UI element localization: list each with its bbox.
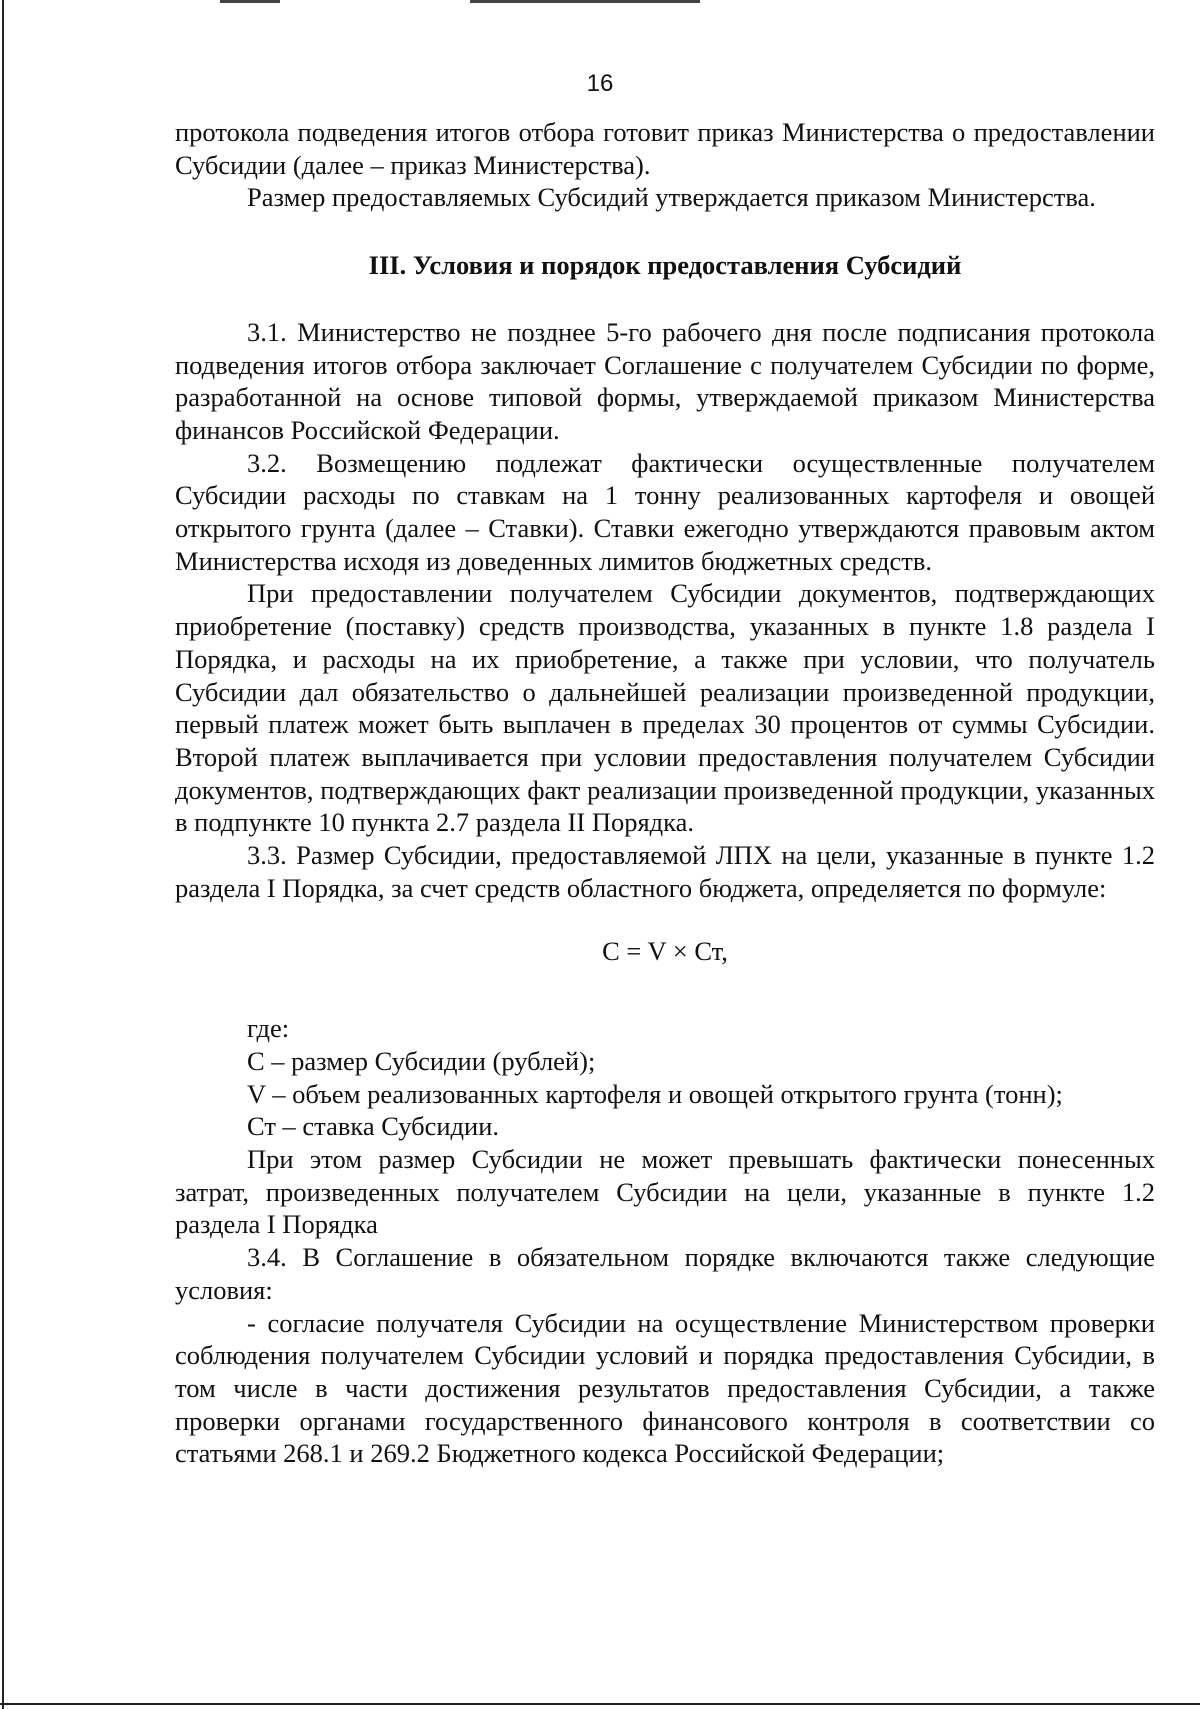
scan-top-mark (470, 0, 700, 3)
page-number: 16 (586, 70, 614, 97)
scan-top-mark (220, 0, 280, 3)
section-heading: III. Условия и порядок предоставления Субсидий (368, 250, 962, 281)
paragraph-3-1: 3.1. Министерство не позднее 5-го рабочего дня после подписания протокола подведения итогов отбора заключает Соглашение с получателем Субсидии по форме, разработанной на основе типовой формы, утверждаемой приказом Министерства финансов Российской Федерации. (175, 316, 1155, 445)
paragraph-limit: При этом размер Субсидии не может превышать фактически понесенных затрат, произведенных получателем Субсидии на цели, указанные в пункте 1.2 раздела I Порядка (175, 1143, 1155, 1240)
paragraph-subsidy-size: Размер предоставляемых Субсидий утверждается приказом Министерства. (247, 182, 1096, 213)
paragraph-consent: - согласие получателя Субсидии на осуществление Министерством проверки соблюдения получателем Субсидии условий и порядка предоставления Субсидии, в том числе в части достижения результатов предоставления Субсидии, а также проверки органами государственного финансового контроля в соответствии со статьями 268.1 и 269.2 Бюджетного кодекса Российской Федерации; (175, 1307, 1155, 1469)
paragraph-3-4: 3.4. В Соглашение в обязательном порядке включаются также следующие условия: (175, 1242, 1155, 1305)
paragraph-3-3: 3.3. Размер Субсидии, предоставляемой ЛПХ на цели, указанные в пункте 1.2 раздела I Порядка, за счет средств областного бюджета, определяется по формуле: (175, 840, 1155, 903)
paragraph-3-2: 3.2. Возмещению подлежат фактически осуществленные получателем Субсидии расходы по ставкам на 1 тонну реализованных картофеля и овощей открытого грунта (далее – Ставки). Ставки ежегодно утверждаются правовым актом Министерства исходя из доведенных лимитов бюджетных средств. (175, 447, 1155, 576)
formula-term-c: C – размер Субсидии (рублей); (247, 1045, 596, 1076)
document-body (175, 116, 1155, 1470)
scan-bottom-edge (0, 1703, 1200, 1705)
formula: C = V × Ст, (602, 936, 728, 967)
paragraph-payments: При предоставлении получателем Субсидии документов, подтверждающих приобретение (поставку) средств производства, указанных в пункте 1.8 раздела I Порядка, и расходы на их приобретение, а также при условии, что получатель Субсидии дал обязательство о дальнейшей реализации произведенной продукции, первый платеж может быть выплачен в пределах 30 процентов от суммы Субсидии. Второй платеж выплачивается при условии предоставления получателем Субсидии документов, подтверждающих факт реализации произведенной продукции, указанных в подпункте 10 пункта 2.7 раздела II Порядка. (175, 578, 1155, 838)
formula-where: где: (247, 1013, 290, 1044)
scan-left-edge (2, 0, 4, 1709)
formula-term-st: Ст – ставка Субсидии. (247, 1111, 500, 1142)
formula-term-v: V – объем реализованных картофеля и овощей открытого грунта (тонн); (247, 1078, 1063, 1109)
paragraph-continuation: протокола подведения итогов отбора готовит приказ Министерства о предоставлении Субсидии (далее – приказ Министерства). (175, 117, 1155, 180)
